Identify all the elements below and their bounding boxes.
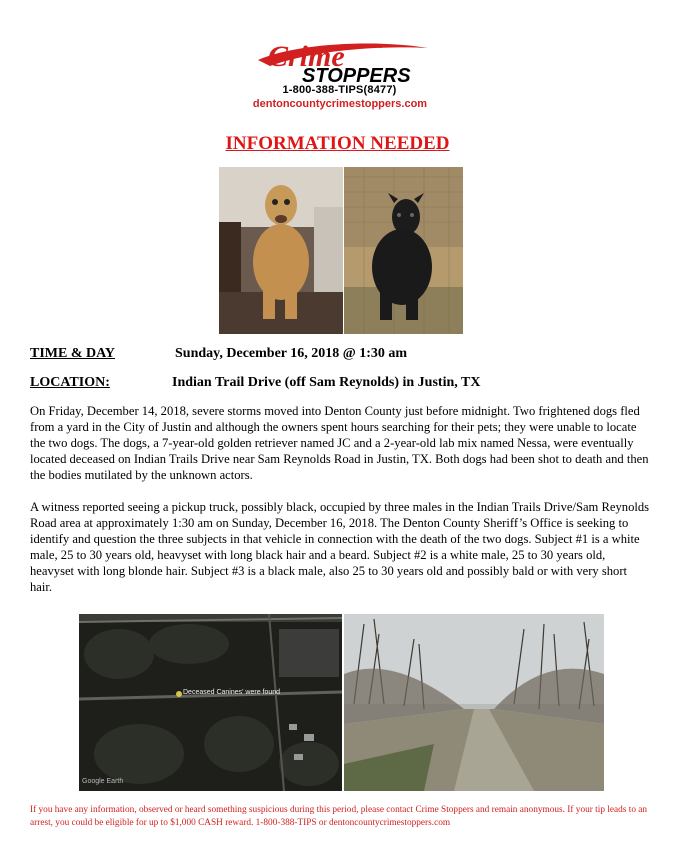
footer-contact-note: If you have any information, observed or heard something suspicious during this period, please contact Crime Stoppers and remain anonymous. If your tip leads to an arrest, you could be eligible for up to $1,000 CASH reward. 1-800-388-TIPS or dentoncountycrimestoppers.com [30,805,648,828]
logo-website: dentoncountycrimestoppers.com [252,98,428,110]
aerial-map-photo [79,614,342,791]
location-label: LOCATION: [30,375,110,390]
location-value: Indian Trail Drive (off Sam Reynolds) in Justin, TX [172,375,481,390]
paragraph-incident: On Friday, December 14, 2018, severe storms moved into Denton County just before midnight. Two frightened dogs fled from a yard in the City of Justin and although the owners spent hours searching for their pets; they were unable to locate the two dogs. The dogs, a 7-year-old golden retriever named JC and a 2-year-old lab mix named Nessa, were eventually located deceased on Indian Trails Drive near Sam Reynolds Road in Justin, TX. Both dogs had been shot to death and then the bodies mutilated by the unknown actors. [30,404,649,482]
paragraph-witness: A witness reported seeing a pickup truck, possibly black, occupied by three males in the Indian Trails Drive/Sam Reynolds Road area at approximately 1:30 am on Sunday, December 16, 2018. The Denton County Sheriff’s Office is seeking to identify and question the three subjects in that vehicle in connection with the death of the two dogs. Subject #1 is a white male, 25 to 30 years old, heavyset with long black hair and a beard. Subject #2 is a white male, 25 to 30 years old, heavyset with long blonde hair. Subject #3 is a black male, also 25 to 30 years old and possibly bald or with very short hair. [30,500,650,594]
page-heading [0,133,675,155]
time-day-label: TIME & DAY [30,346,116,361]
logo-stoppers-text: STOPPERS [302,65,411,86]
road-photo [344,614,604,791]
logo-crime-text: Crime [268,40,345,73]
dog-photo-black-lab-mix [344,167,463,334]
heading-text: INFORMATION NEEDED [225,133,450,154]
time-day-value: Sunday, December 16, 2018 @ 1:30 am [175,346,408,361]
dog-photo-golden-retriever [219,167,343,334]
map-watermark: Google Earth [82,778,124,785]
logo-phone: 1-800-388-TIPS(8477) [282,84,397,96]
map-pin-label: Deceased Canines' were found [183,689,281,696]
